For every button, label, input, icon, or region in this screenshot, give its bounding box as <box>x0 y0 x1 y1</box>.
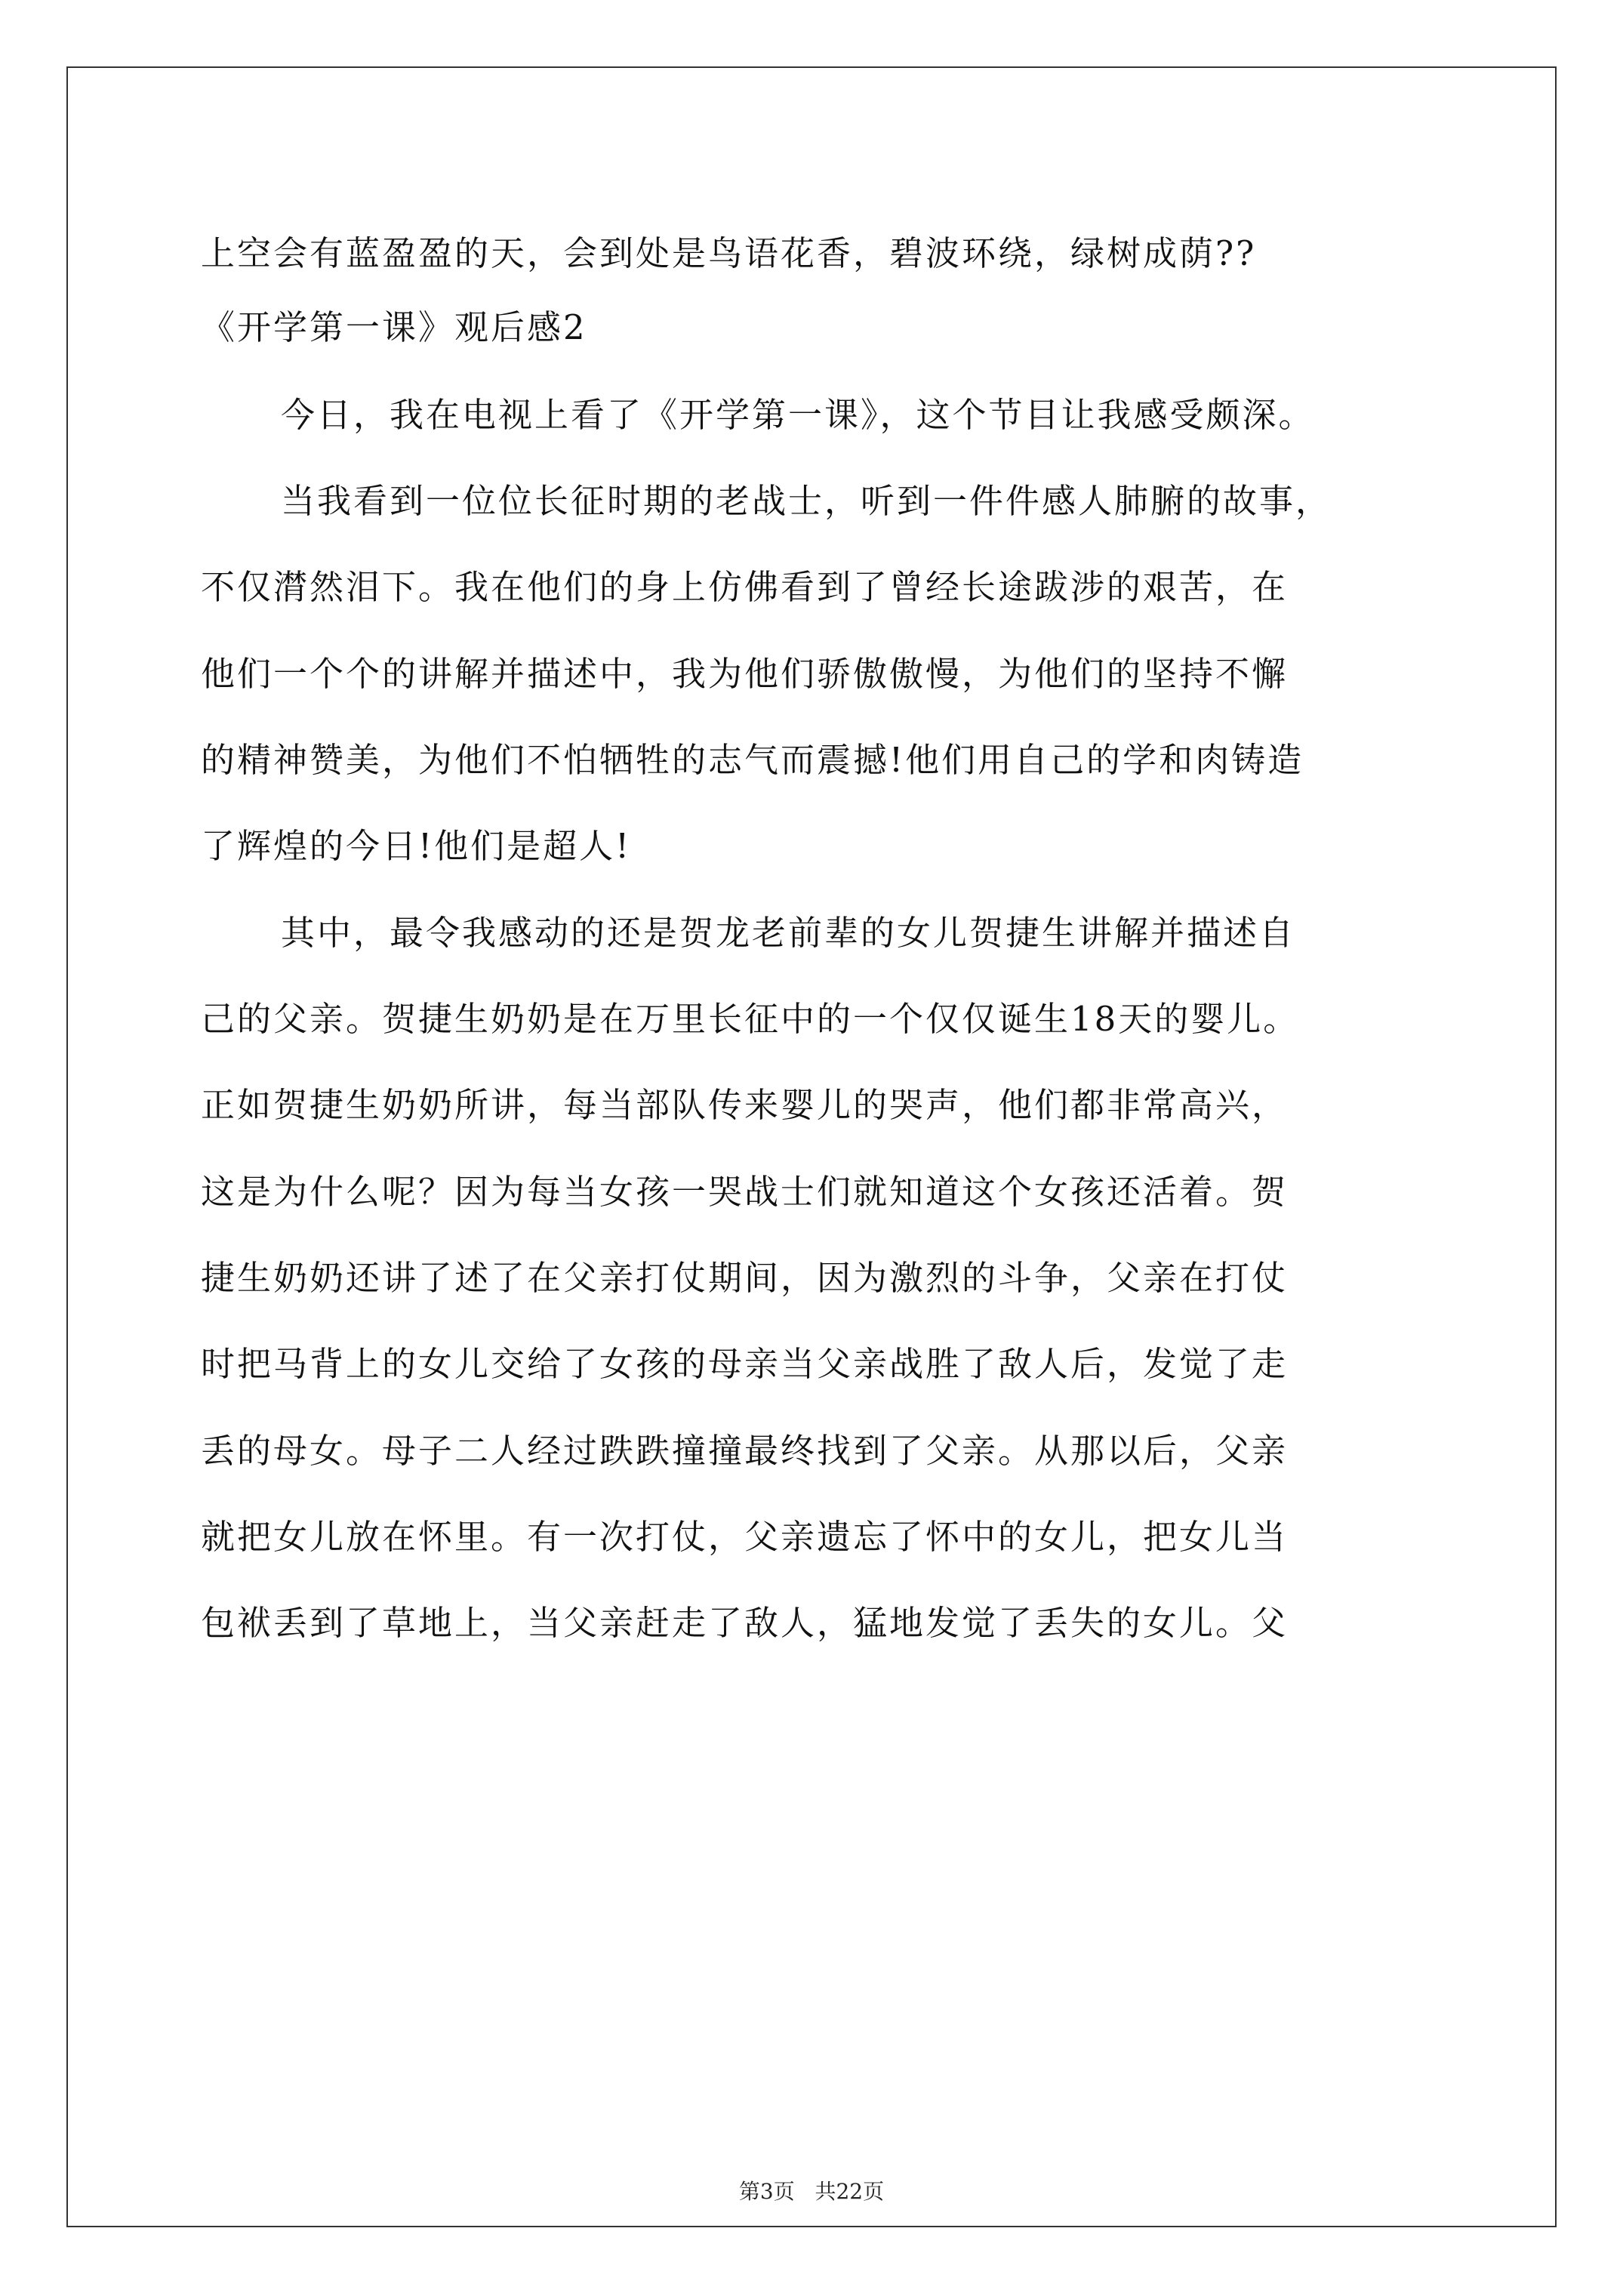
text-line: 当我看到一位位长征时期的老战士，听到一件件感人肺腑的故事， <box>281 481 1332 521</box>
text-line: 今日，我在电视上看了《开学第一课》，这个节目让我感受颇深。 <box>281 395 1315 435</box>
text-line: 这是为什么呢？因为每当女孩一哭战士们就知道这个女孩还活着。贺 <box>201 1172 1289 1212</box>
text-line: 的精神赞美，为他们不怕牺牲的志气而震撼!他们用自己的学和肉铸造 <box>201 740 1304 780</box>
section-title: 《开学第一课》观后感2 <box>201 307 587 347</box>
page-border <box>66 66 1557 2227</box>
text-line: 己的父亲。贺捷生奶奶是在万里长征中的一个仅仅诞生18天的婴儿。 <box>201 999 1300 1039</box>
page-number: 第3页 共22页 <box>738 2179 885 2204</box>
text-line: 他们一个个的讲解并描述中，我为他们骄傲傲慢，为他们的坚持不懈 <box>201 654 1289 694</box>
text-line: 了辉煌的今日!他们是超人! <box>201 826 632 866</box>
text-line: 时把马背上的女儿交给了女孩的母亲当父亲战胜了敌人后，发觉了走 <box>201 1344 1289 1384</box>
text-line: 捷生奶奶还讲了述了在父亲打仗期间，因为激烈的斗争，父亲在打仗 <box>201 1258 1289 1298</box>
text-line: 包袱丢到了草地上，当父亲赶走了敌人，猛地发觉了丢失的女儿。父 <box>201 1603 1289 1643</box>
text-line: 丢的母女。母子二人经过跌跌撞撞最终找到了父亲。从那以后，父亲 <box>201 1431 1289 1471</box>
text-line: 正如贺捷生奶奶所讲，每当部队传来婴儿的哭声，他们都非常高兴， <box>201 1085 1289 1125</box>
text-line: 其中，最令我感动的还是贺龙老前辈的女儿贺捷生讲解并描述自 <box>281 913 1296 953</box>
text-line: 上空会有蓝盈盈的天，会到处是鸟语花香，碧波环绕，绿树成荫?? <box>201 233 1257 273</box>
text-line: 就把女儿放在怀里。有一次打仗，父亲遗忘了怀中的女儿，把女儿当 <box>201 1517 1289 1557</box>
text-line: 不仅潸然泪下。我在他们的身上仿佛看到了曾经长途跋涉的艰苦，在 <box>201 567 1289 607</box>
